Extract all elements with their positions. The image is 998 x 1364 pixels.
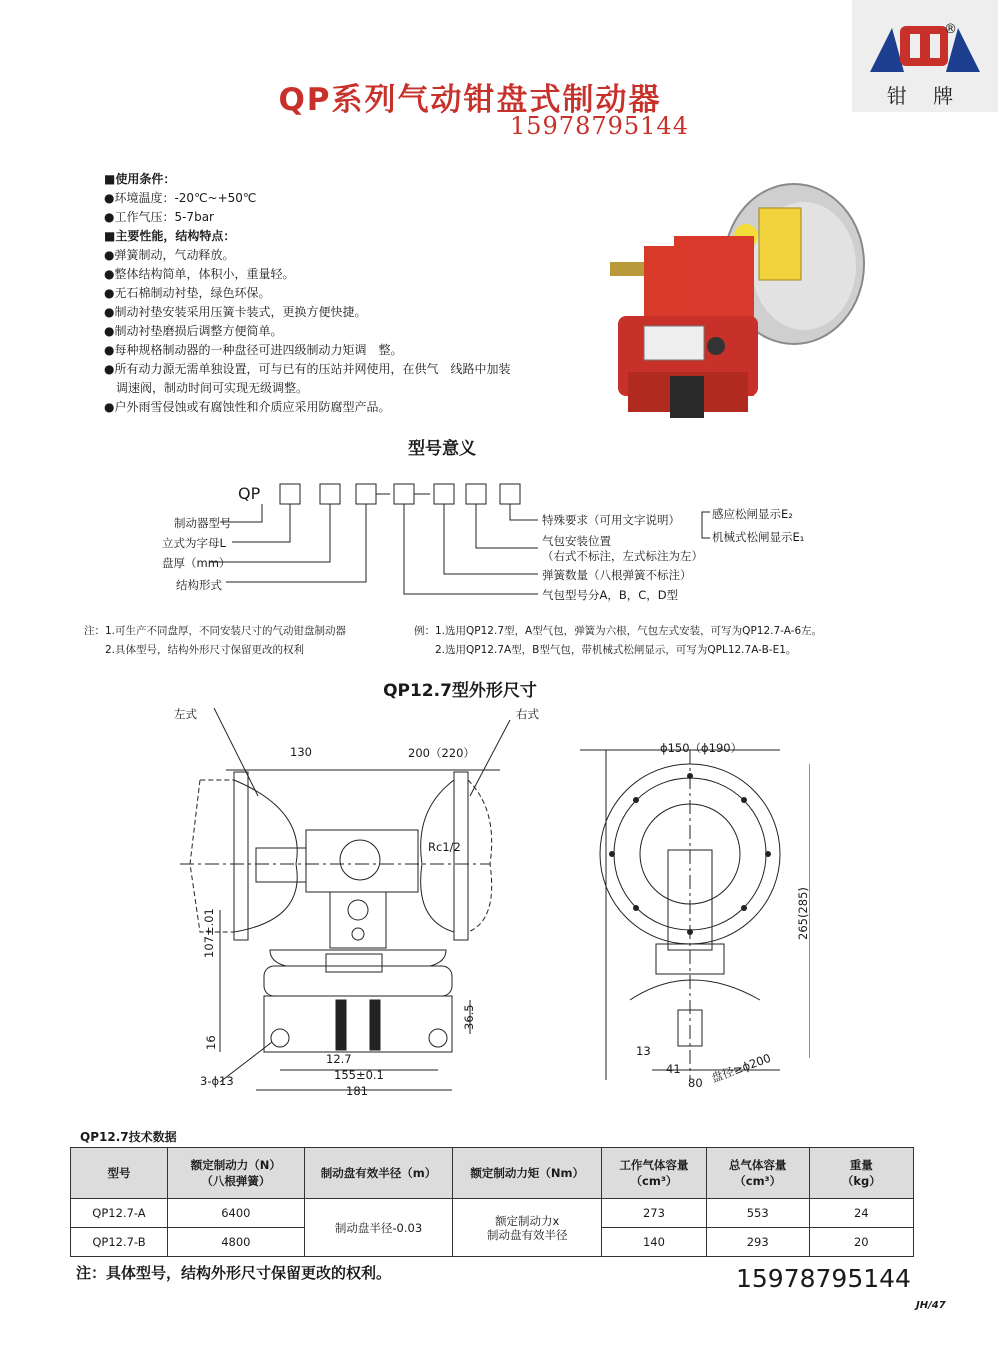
label-vertical: 立式为字母L [162,536,226,550]
tech-caption: QP12.7技术数据 [80,1130,177,1144]
footer-note: 注：具体型号，结构外形尺寸保留更改的权利。 [76,1264,392,1282]
cell-model: QP12.7-A [71,1199,168,1228]
technical-drawing [160,700,810,1110]
dim-155: 155±0.1 [334,1068,384,1082]
dim-holes: 3-ϕ13 [200,1074,234,1088]
notes-right [414,622,822,660]
label-left-type: 左式 [174,707,197,721]
th-text: 额定制动力（N） （八根弹簧） [190,1158,281,1188]
dim-16: 16 [204,1035,218,1050]
perf-item: ●弹簧制动，气动释放。 [104,248,235,262]
cell-total: 553 [706,1199,809,1228]
th-text: 制动盘有效半径（m） [320,1166,437,1180]
perf-item: ●制动衬垫磨损后调整方便简单。 [104,324,283,338]
label-airbag-position: 气包安装位置 [542,534,611,548]
dim-265: 265(285) [796,887,810,940]
perf-item: ●户外雨雪侵蚀或有腐蚀性和介质应采用防腐型产品。 [104,400,391,414]
label-spring-count: 弹簧数量（八根弹簧不标注） [542,568,692,582]
cell-work: 140 [602,1228,707,1257]
example-line: 2.选用QP12.7A型，B型气包，带机械式松闸显示，可写为QPL12.7A-B-E1。 [414,644,797,656]
th-text: 型号 [107,1166,131,1180]
label-mech-release: 机械式松闸显示E₁ [712,530,805,544]
performance-heading: ■主要性能，结构特点： [104,229,236,243]
th-force [167,1148,304,1199]
dim-107: 107±.01 [202,908,216,958]
label-right-type: 右式 [516,707,539,721]
note-line: 2.具体型号，结构外形尺寸保留更改的权利 [84,644,305,656]
label-brake-model: 制动器型号 [174,516,232,530]
cell-force: 4800 [167,1228,304,1257]
features-block [104,170,534,417]
cell-total: 293 [706,1228,809,1257]
cell-work: 273 [602,1199,707,1228]
th-text: 重量 （kg） [841,1158,881,1188]
label-sensor-release: 感应松闸显示E₂ [712,507,793,521]
th-text: 工作气体容量 （cm³） [619,1158,689,1188]
cell-weight: 20 [809,1228,913,1257]
dim-13: 13 [636,1044,651,1058]
cell-force: 6400 [167,1199,304,1228]
dim-80: 80 [688,1076,703,1090]
perf-item: ●无石棉制动衬垫，绿色环保。 [104,286,271,300]
th-text: 额定制动力矩（Nm） [470,1166,585,1180]
perf-item: ●每种规格制动器的一种盘径可进四级制动力矩调 整。 [104,343,403,357]
drawing-title: QP12.7型外形尺寸 [383,681,537,701]
dim-181: 181 [346,1084,368,1098]
page-code: JH/47 [916,1300,946,1311]
perf-item: ●制动衬垫安装采用压簧卡装式，更换方便快捷。 [104,305,367,319]
dim-12-7: 12.7 [326,1052,352,1066]
dim-200: 200（220） [408,746,475,760]
use-condition-item: ●工作气压：5-7bar [104,210,214,224]
example-line: 例：1.选用QP12.7型，A型气包，弹簧为六根，气包左式安装，可写为QP12.7-A-6左。 [414,625,823,637]
product-photo [604,176,884,426]
label-structure: 结构形式 [176,578,222,592]
perf-item: 调速阀，制动时间可实现无级调整。 [104,381,309,395]
model-prefix: QP [238,484,261,503]
perf-item: ●所有动力源无需单独设置，可与已有的压站并网使用，在供气 线路中加装 [104,362,511,376]
cell-model: QP12.7-B [71,1228,168,1257]
cell-radius-merged: 制动盘半径-0.03 [304,1199,453,1257]
cell-weight: 24 [809,1199,913,1228]
label-airbag-type: 气包型号分A，B，C，D型 [542,588,679,602]
th-torque [453,1148,602,1199]
use-condition-item: ●环境温度：-20℃~+50℃ [104,191,257,205]
note-line: 注：1.可生产不同盘厚，不同安装尺寸的气动钳盘制动器 [84,625,347,637]
page-title: QP系列气动钳盘式制动器 [278,82,662,118]
dim-41: 41 [666,1062,681,1076]
label-special: 特殊要求（可用文字说明） [542,513,680,527]
dim-disc: 盘径≥ϕ200 [709,1050,773,1086]
cell-torque-merged: 额定制动力x 制动盘有效半径 [453,1199,602,1257]
notes-left [84,622,346,660]
phone-top: 15978795144 [510,112,689,140]
tech-table [70,1147,914,1257]
th-text: 总气体容量 （cm³） [728,1158,787,1188]
label-disc-thickness: 盘厚（mm） [162,556,231,570]
dim-rc: Rc1/2 [428,840,461,854]
dim-phi: ϕ150（ϕ190） [660,741,743,755]
dim-130: 130 [290,745,312,759]
th-total-volume [706,1148,809,1199]
th-radius [304,1148,453,1199]
use-conditions-heading: ■使用条件： [104,172,176,186]
th-work-volume [602,1148,707,1199]
brand-logo-icon [852,0,998,80]
table-row [71,1199,914,1228]
perf-item: ●整体结构简单，体积小，重量轻。 [104,267,295,281]
registered-mark: ® [944,22,957,37]
table-header-row [71,1148,914,1199]
dim-36-5: 36.5 [462,1004,476,1030]
th-weight [809,1148,913,1199]
th-model [71,1148,168,1199]
label-position-note: （右式不标注，左式标注为左） [542,549,703,563]
brand-name: 钳 牌 [886,84,964,108]
phone-bottom: 15978795144 [736,1264,911,1293]
model-meaning-title: 型号意义 [408,439,476,459]
